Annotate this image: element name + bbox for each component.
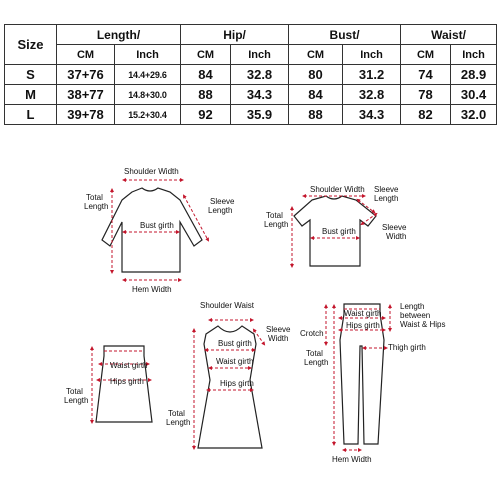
length-inch: 14.8+30.0 [115,85,181,105]
hip-inch: 35.9 [231,105,289,125]
length-inch: 15.2+30.4 [115,105,181,125]
hip-inch: 32.8 [231,65,289,85]
length-cm: 37+76 [57,65,115,85]
sleeve-length-label: Sleeve [374,185,399,194]
waist-cm: 74 [401,65,451,85]
total-length-label: Total [266,211,283,220]
shoulder-width-label: Shoulder Width [310,185,365,194]
sleeve-width-label: Sleeve [266,325,291,334]
total-length-label: Length [84,202,109,211]
bust-cm: 84 [289,85,343,105]
unit-cm: CM [57,45,115,65]
shirt-diagram [84,167,235,294]
size-label: M [5,85,57,105]
bust-girth-label: Bust girth [218,339,252,348]
header-size: Size [5,25,57,65]
unit-inch: Inch [451,45,497,65]
dress-diagram [166,301,291,448]
header-hip: Hip/ [181,25,289,45]
hip-cm: 88 [181,85,231,105]
header-bust: Bust/ [289,25,401,45]
size-label: L [5,105,57,125]
hip-cm: 84 [181,65,231,85]
header-length: Length/ [57,25,181,45]
length-inch: 14.4+29.6 [115,65,181,85]
shoulder-waist-label: Shoulder Waist [200,301,254,310]
total-length-label: Total [168,409,185,418]
total-length-label: Length [264,220,289,229]
length-between-label: between [400,311,431,320]
hips-girth-label: Hips girth [346,321,380,330]
sleeve-width-label: Width [386,232,407,241]
sleeve-width-label: Width [268,334,289,343]
pants-diagram [300,302,446,464]
hip-inch: 34.3 [231,85,289,105]
sleeve-length-label: Sleeve [210,197,235,206]
crotch-label: Crotch [300,329,324,338]
length-cm: 39+78 [57,105,115,125]
hem-width-label: Hem Width [332,455,372,464]
unit-cm: CM [401,45,451,65]
sleeve-length-label: Length [208,206,233,215]
header-waist: Waist/ [401,25,497,45]
waist-girth-label: Waist girth [344,309,382,318]
waist-inch: 32.0 [451,105,497,125]
waist-cm: 82 [401,105,451,125]
waist-cm: 78 [401,85,451,105]
bust-inch: 31.2 [343,65,401,85]
total-length-label: Total [306,349,323,358]
hips-girth-label: Hips girth [110,377,144,386]
bust-cm: 80 [289,65,343,85]
total-length-label: Length [166,418,191,427]
unit-cm: CM [289,45,343,65]
shoulder-width-label: Shoulder Width [124,167,179,176]
length-cm: 38+77 [57,85,115,105]
unit-inch: Inch [115,45,181,65]
bust-cm: 88 [289,105,343,125]
bust-inch: 34.3 [343,105,401,125]
waist-girth-label: Waist girth [110,361,148,370]
size-label: S [5,65,57,85]
length-between-label: Waist & Hips [400,320,446,329]
unit-inch: Inch [231,45,289,65]
hips-girth-label: Hips girth [220,379,254,388]
tshirt-diagram [264,185,407,266]
hip-cm: 92 [181,105,231,125]
total-length-label: Length [64,396,89,405]
skirt-diagram [64,346,152,422]
unit-cm: CM [181,45,231,65]
total-length-label: Total [66,387,83,396]
hem-width-label: Hem Width [132,285,172,294]
bust-girth-label: Bust girth [322,227,356,236]
sleeve-length-label: Length [374,194,399,203]
total-length-label: Total [86,193,103,202]
sleeve-width-label: Sleeve [382,223,407,232]
length-between-label: Length [400,302,425,311]
total-length-label: Length [304,358,329,367]
waist-inch: 30.4 [451,85,497,105]
unit-inch: Inch [343,45,401,65]
bust-inch: 32.8 [343,85,401,105]
thigh-girth-label: Thigh girth [388,343,426,352]
waist-inch: 28.9 [451,65,497,85]
waist-girth-label: Waist girth [216,357,254,366]
bust-girth-label: Bust girth [140,221,174,230]
